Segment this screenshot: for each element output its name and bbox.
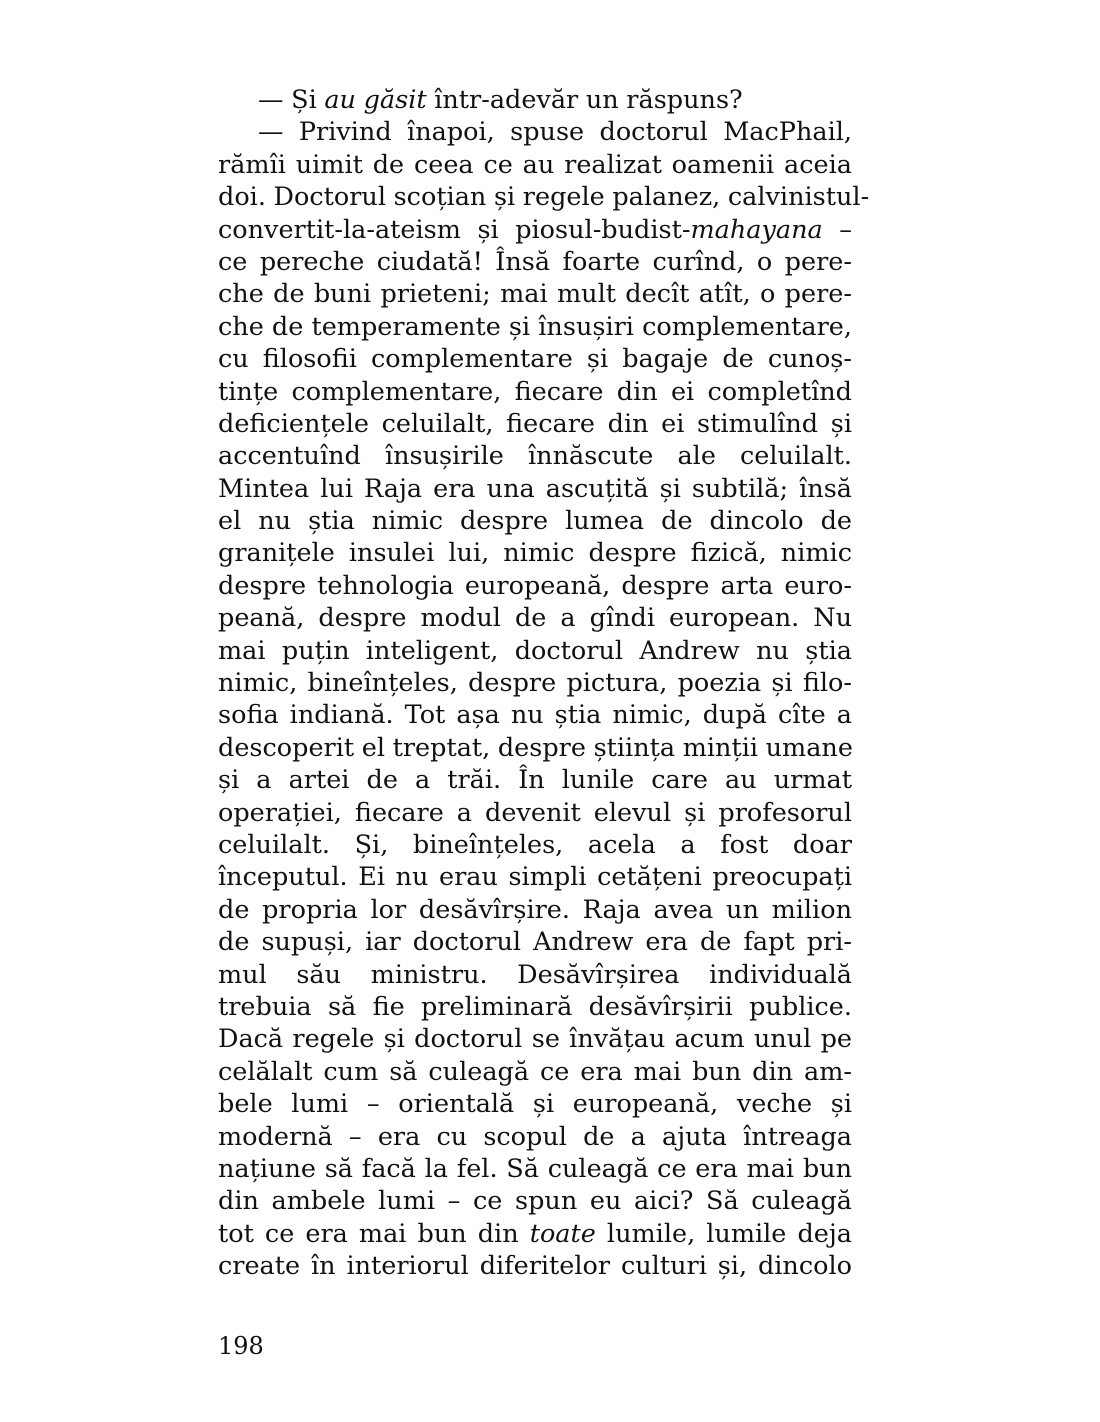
italic-text: toate [529, 1218, 596, 1249]
text-segment: che de buni prieteni; mai mult decît atît, o pere- [218, 279, 852, 310]
text-segment: despre tehnologia europeană, despre arta euro- [218, 570, 852, 601]
text-line [218, 991, 852, 1023]
text-line [218, 861, 852, 893]
text-segment: operației, fiecare a devenit elevul și profesorul [218, 797, 852, 828]
text-segment: într-adevăr un răspuns? [426, 85, 743, 115]
text-segment: de propria lor desăvîrșire. Raja avea un milion [218, 894, 852, 925]
text-line [218, 473, 852, 505]
text-line [218, 829, 852, 861]
text-line [218, 1121, 852, 1153]
text-line [218, 732, 852, 764]
text-segment: rămîi uimit de ceea ce au realizat oamenii aceia [218, 149, 852, 180]
text-line [218, 1185, 852, 1217]
text-segment: — Și [258, 85, 325, 115]
text-line [218, 1023, 852, 1055]
text-line [218, 116, 852, 148]
text-segment: accentuînd însușirile înnăscute ale celuilalt. [218, 441, 852, 472]
text-segment: tințe complementare, fiecare din ei completînd [218, 376, 852, 407]
text-line [218, 343, 852, 375]
text-line [218, 1056, 852, 1088]
text-segment: el nu știa nimic despre lumea de dincolo de [218, 506, 852, 537]
text-segment: granițele insulei lui, nimic despre fizică, nimic [218, 538, 852, 569]
text-segment: deficiențele celuilalt, fiecare din ei stimulînd și [218, 408, 852, 439]
text-segment: Dacă regele și doctorul se învățau acum unul pe [218, 1024, 852, 1055]
text-line [218, 408, 852, 440]
text-segment: și a artei de a trăi. În lunile care au urmat [218, 765, 852, 796]
text-line [218, 181, 870, 213]
text-segment: celălalt cum să culeagă ce era mai bun din am- [218, 1056, 852, 1087]
text-segment: din ambele lumi – ce spun eu aici? Să culeagă [218, 1186, 852, 1217]
text-segment: doi. Doctorul scoțian și regele palanez, calvinistul- [218, 182, 870, 213]
text-segment: începutul. Ei nu erau simpli cetățeni preocupați [218, 862, 852, 893]
text-line [218, 1088, 852, 1120]
text-segment: nimic, bineînțeles, despre pictura, poezia și filo- [218, 668, 852, 699]
text-line [218, 278, 852, 310]
text-line [218, 797, 852, 829]
text-line [218, 376, 852, 408]
text-line [218, 926, 852, 958]
text-line [218, 505, 852, 537]
text-line [218, 1250, 852, 1282]
text-segment: convertit-la-ateism și piosul-budist- [218, 214, 691, 245]
text-line [218, 246, 852, 278]
text-line [218, 1153, 852, 1185]
text-segment: Mintea lui Raja era una ascuțită și subtilă; însă [218, 473, 852, 504]
text-segment: bele lumi – orientală și europeană, veche și [218, 1089, 852, 1120]
text-line [218, 149, 852, 181]
text-segment: mai puțin inteligent, doctorul Andrew nu știa [218, 635, 852, 666]
text-segment: create în interiorul diferitelor culturi și, dincolo [218, 1251, 852, 1282]
text-line [218, 699, 852, 731]
text-segment: peană, despre modul de a gîndi european. Nu [218, 603, 852, 634]
text-segment: de supuși, iar doctorul Andrew era de fapt pri- [218, 927, 852, 958]
text-segment: modernă – era cu scopul de a ajuta întreaga [218, 1121, 852, 1152]
italic-text: mahayana [690, 214, 823, 245]
text-line [218, 537, 852, 569]
text-line [218, 764, 852, 796]
text-segment: sofia indiană. Tot așa nu știa nimic, după cîte a [218, 700, 852, 731]
text-line [218, 635, 852, 667]
text-segment: cu filosofii complementare și bagaje de cunoș- [218, 344, 852, 375]
italic-text: au găsit [324, 85, 427, 115]
text-segment: ce pereche ciudată! Însă foarte curînd, o pere- [218, 246, 852, 277]
text-line [218, 440, 852, 472]
text-segment: trebuia să fie preliminară desăvîrșirii publice. [218, 991, 852, 1022]
text-segment: națiune să facă la fel. Să culeagă ce era mai bun [218, 1153, 852, 1184]
body-text [218, 84, 870, 1282]
text-segment: — Privind înapoi, spuse doctorul MacPhail, [258, 117, 852, 148]
text-line [218, 570, 852, 602]
text-line [218, 959, 852, 991]
page-number: 198 [218, 1332, 264, 1360]
text-segment: mul său ministru. Desăvîrșirea individuală [218, 959, 852, 990]
text-line [218, 894, 852, 926]
text-line [218, 214, 852, 246]
text-line [218, 84, 852, 116]
text-segment: celuilalt. Și, bineînțeles, acela a fost doar [218, 829, 852, 860]
text-segment: descoperit el treptat, despre știința minții umane [218, 732, 853, 763]
text-segment: – [822, 214, 852, 245]
text-segment: tot ce era mai bun din [218, 1218, 530, 1249]
text-line [218, 667, 852, 699]
text-segment: lumile, lumile deja [595, 1218, 852, 1249]
text-segment: che de temperamente și însușiri complementare, [218, 311, 852, 342]
text-line [218, 311, 852, 343]
text-line [218, 602, 852, 634]
text-line [218, 1218, 852, 1250]
